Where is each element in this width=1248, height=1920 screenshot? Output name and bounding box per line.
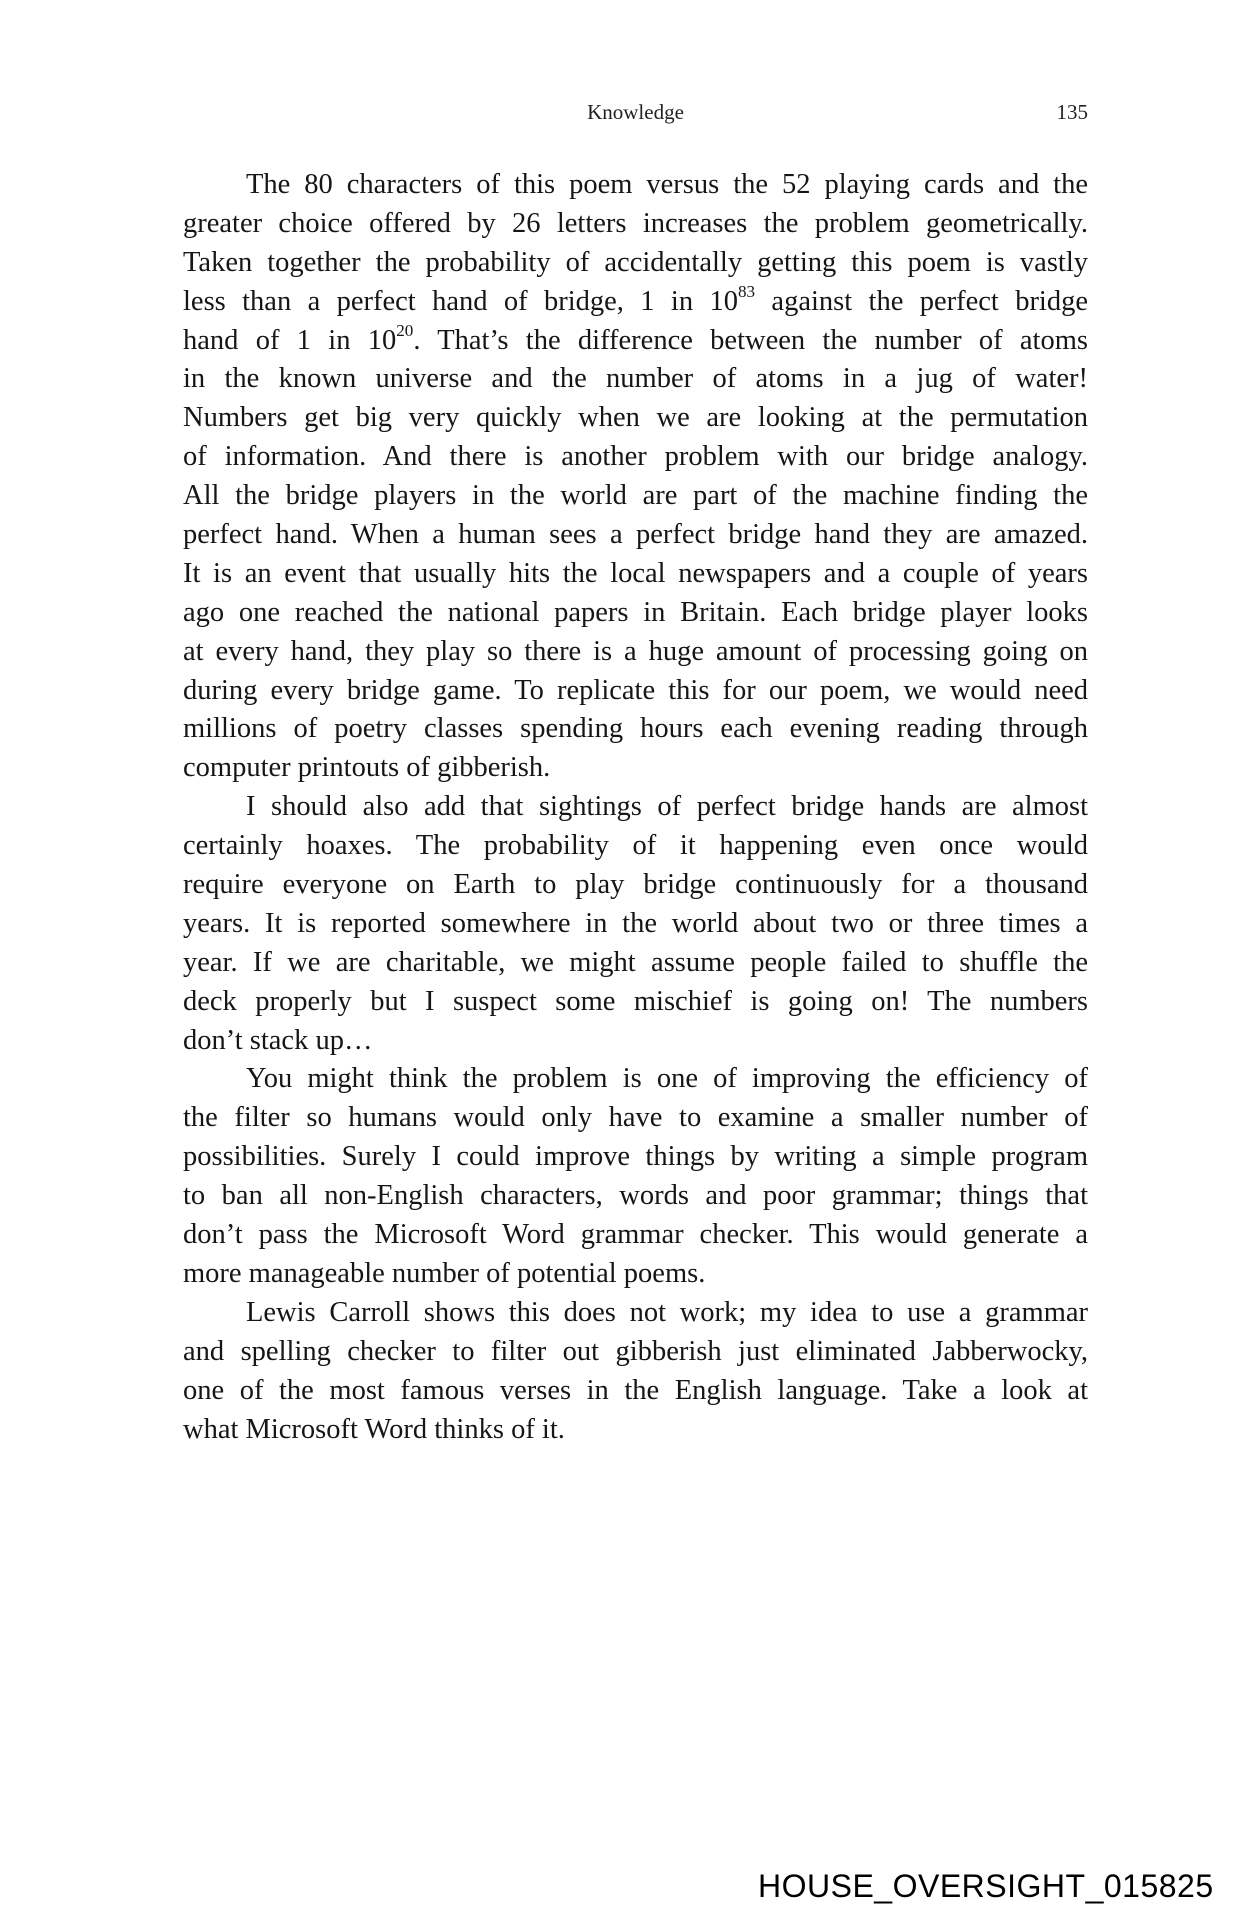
text-line: one of the most famous verses in the English language. Take a look at: [183, 1374, 1088, 1406]
text-line: to ban all non-English characters, words and poor grammar; things that: [183, 1180, 1088, 1212]
text-line: in the known universe and the number of atoms in a jug of water!: [183, 363, 1088, 395]
text-line: computer printouts of gibberish.: [183, 752, 551, 784]
paragraph: [183, 166, 1088, 788]
text-line: deck properly but I suspect some mischief is going on! The numbers: [183, 985, 1088, 1017]
text-line: millions of poetry classes spending hours each evening reading through: [183, 713, 1088, 745]
chapter-title: Knowledge: [587, 100, 684, 124]
exponent: 83: [737, 281, 756, 301]
text-line: of information. And there is another problem with our bridge analogy.: [183, 441, 1088, 473]
text-line: years. It is reported somewhere in the world about two or three times a: [183, 907, 1088, 939]
text-line: greater choice offered by 26 letters increases the problem geometrically.: [183, 207, 1088, 239]
text-line: Lewis Carroll shows this does not work; my idea to use a grammar: [246, 1296, 1088, 1328]
text-line: more manageable number of potential poems.: [183, 1257, 706, 1289]
text-line: Numbers get big very quickly when we are looking at the permutation: [183, 402, 1088, 434]
text-line-with-exponent: [183, 283, 1088, 322]
paragraph: [183, 788, 1088, 1060]
text-line: possibilities. Surely I could improve things by writing a simple program: [183, 1141, 1088, 1173]
text-line: All the bridge players in the world are part of the machine finding the: [183, 480, 1088, 512]
text-line: at every hand, they play so there is a huge amount of processing going on: [183, 635, 1088, 667]
page-number: 135: [1056, 100, 1088, 124]
text-line: and spelling checker to filter out gibberish just eliminated Jabberwocky,: [183, 1335, 1088, 1367]
text-line: certainly hoaxes. The probability of it happening even once would: [183, 830, 1088, 862]
text-line: It is an event that usually hits the local newspapers and a couple of years: [183, 557, 1088, 589]
text-run: . That’s the difference between the number of atoms: [413, 324, 1088, 356]
body-text: [183, 166, 1088, 1449]
text-line: during every bridge game. To replicate this for our poem, we would need: [183, 674, 1088, 706]
text-line: the filter so humans would only have to examine a smaller number of: [183, 1102, 1088, 1134]
text-line: I should also add that sightings of perfect bridge hands are almost: [246, 791, 1088, 823]
exponent: 20: [396, 320, 414, 340]
text-line: don’t stack up…: [183, 1024, 373, 1056]
paragraph: [183, 1060, 1088, 1293]
running-head: [183, 100, 1088, 128]
bates-stamp: HOUSE_OVERSIGHT_015825: [758, 1868, 1214, 1904]
text-run: less than a perfect hand of bridge, 1 in 10: [183, 285, 738, 317]
text-line: perfect hand. When a human sees a perfect bridge hand they are amazed.: [183, 519, 1088, 551]
text-run: against the perfect bridge: [755, 285, 1089, 317]
text-line-with-exponent: [183, 322, 1088, 361]
paragraph: [183, 1294, 1088, 1450]
text-line: don’t pass the Microsoft Word grammar checker. This would generate a: [183, 1219, 1088, 1251]
text-line: Taken together the probability of accidentally getting this poem is vastly: [183, 246, 1088, 278]
text-line: require everyone on Earth to play bridge continuously for a thousand: [183, 869, 1088, 901]
text-line: You might think the problem is one of improving the efficiency of: [246, 1063, 1088, 1095]
text-line: what Microsoft Word thinks of it.: [183, 1413, 565, 1445]
text-run: hand of 1 in 10: [183, 324, 397, 356]
text-line: year. If we are charitable, we might assume people failed to shuffle the: [183, 946, 1088, 978]
text-line: ago one reached the national papers in Britain. Each bridge player looks: [183, 596, 1088, 628]
text-line: The 80 characters of this poem versus the 52 playing cards and the: [246, 169, 1088, 200]
